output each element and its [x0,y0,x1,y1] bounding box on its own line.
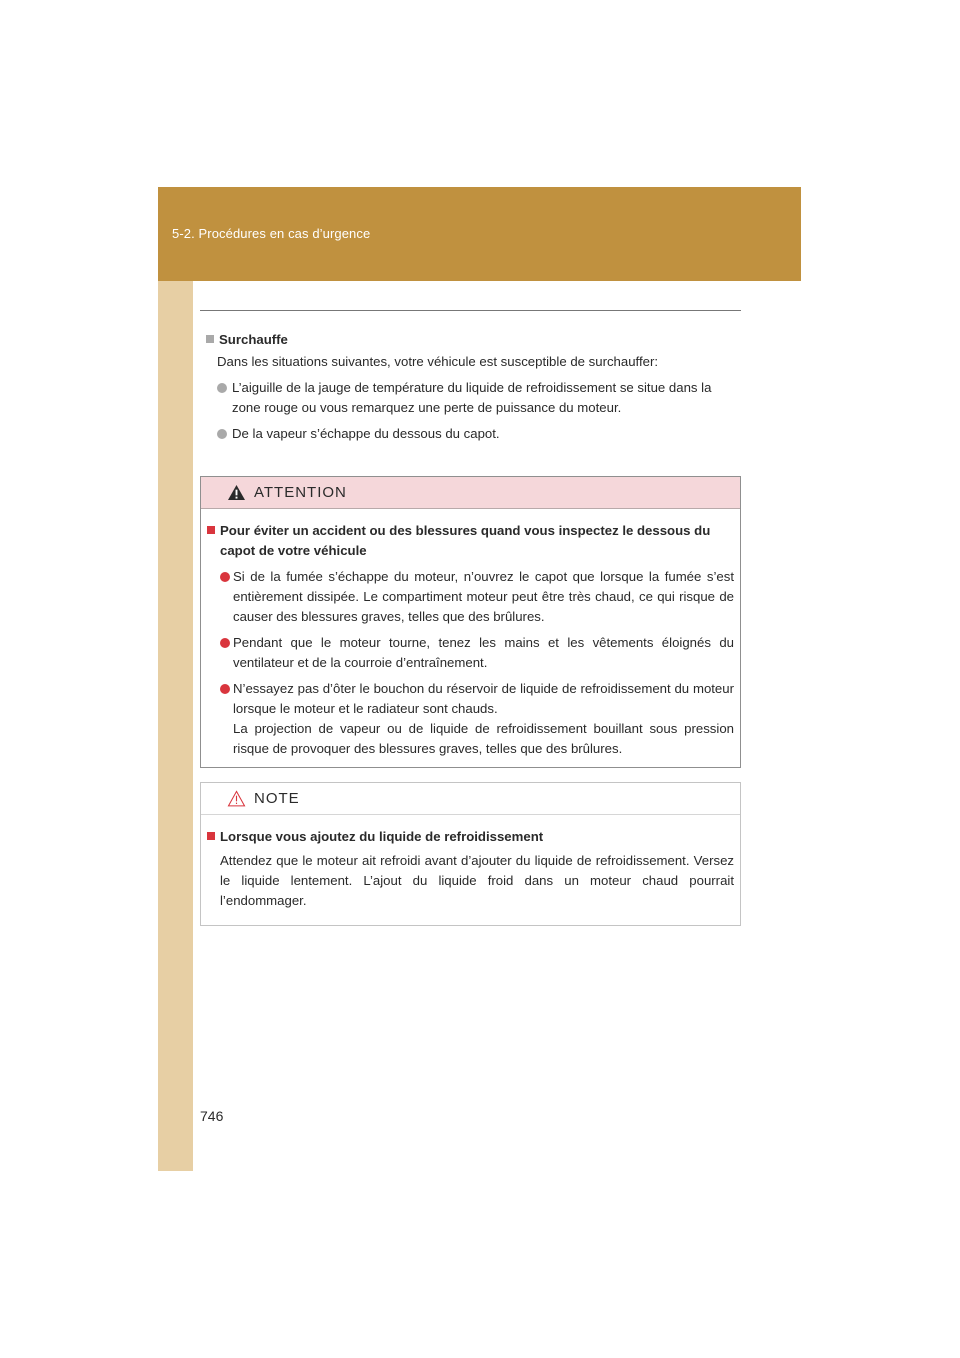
attention-body [201,509,740,759]
note-body [201,815,740,911]
warning-triangle-icon [227,484,246,501]
attention-header [201,477,740,509]
section-title: 5-2. Procédures en cas d’urgence [172,226,371,241]
list-item: Si de la fumée s’échappe du moteur, n’ouvrez le capot que lorsque la fumée s’est entièrement dissipée. Le compartiment moteur peut être très chaud, ce qui risque de causer des blessures graves, telles que des brûlures. [220,567,734,627]
round-bullet-icon [220,572,230,582]
side-strip [158,281,193,1171]
round-bullet-icon [217,383,227,393]
top-rule [200,310,741,311]
list-item: De la vapeur s’échappe du dessous du capot. [217,424,740,444]
round-bullet-icon [220,638,230,648]
page-number: 746 [200,1108,224,1124]
list-item: L’aiguille de la jauge de température du liquide de refroidissement se situe dans la zone rouge ou vous remarquez une perte de puissance du moteur. [217,378,740,418]
square-bullet-icon [207,832,215,840]
list-item: N’essayez pas d’ôter le bouchon du réservoir de liquide de refroidissement du moteur lorsque le moteur et le radiateur sont chauds. La projection de vapeur ou de liquide de refroidissement bouillant sous pression risque de provoquer des blessures graves, telles que des brûlures. [220,679,734,759]
topic-heading: Surchauffe [206,330,740,350]
list-item: Pendant que le moteur tourne, tenez les mains et les vêtements éloignés du ventilateur et de la courroie d’entraînement. [220,633,734,673]
note-text: Attendez que le moteur ait refroidi avant d’ajouter du liquide de refroidissement. Versez le liquide lentement. L’ajout du liquide froid dans un moteur chaud pourrait l’endommager. [220,853,734,908]
caution-triangle-outline-icon [227,790,246,807]
attention-bullet-list [220,567,734,759]
topic-intro: Dans les situations suivantes, votre véhicule est susceptible de surchauffer: [217,354,659,369]
attention-title: ATTENTION [254,484,347,501]
attention-heading: Pour éviter un accident ou des blessures quand vous inspectez le dessous du capot de votre véhicule [207,521,734,561]
note-box [200,782,741,926]
note-header [201,783,740,815]
round-bullet-icon [217,429,227,439]
attention-box [200,476,741,768]
square-bullet-icon [207,526,215,534]
topic-surchauffe [206,330,740,450]
topic-bullet-list [217,378,740,444]
note-title: NOTE [254,790,300,807]
square-bullet-icon [206,335,214,343]
round-bullet-icon [220,684,230,694]
note-heading: Lorsque vous ajoutez du liquide de refroidissement [207,827,734,847]
